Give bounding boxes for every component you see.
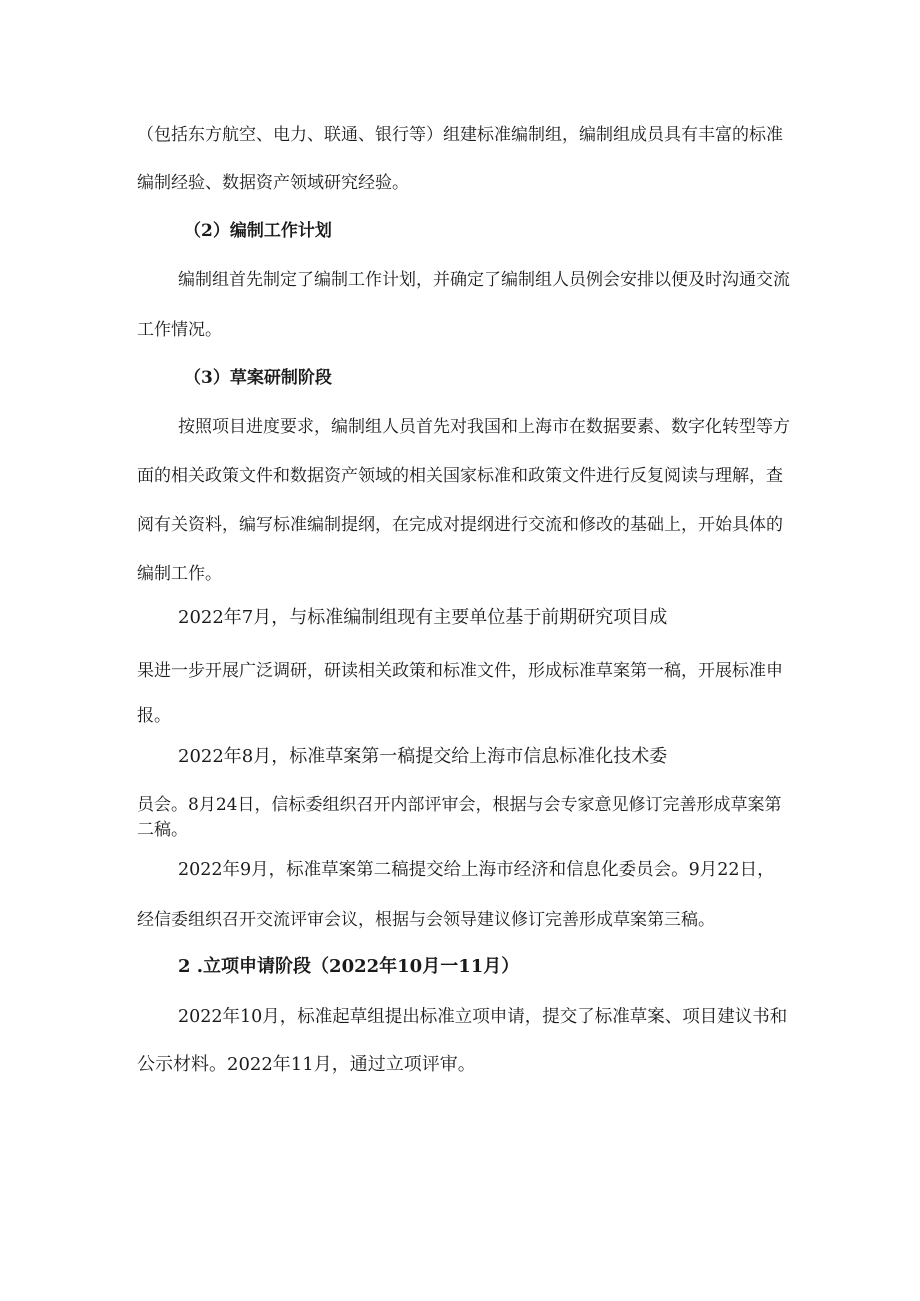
paragraph-line: 面的相关政策文件和数据资产领域的相关国家标准和政策文件进行反复阅读与理解，查 [137, 466, 783, 486]
paragraph-line: 报。 [137, 706, 171, 726]
paragraph-line: 公示材料。2022年11月，通过立项评审。 [137, 1054, 476, 1075]
section-heading-plan: （2）编制工作计划 [184, 221, 332, 241]
paragraph-line: 2022年9月，标准草案第二稿提交给上海市经济和信息化委员会。9月22日， [178, 860, 775, 880]
paragraph-line: 编制经验、数据资产领域研究经验。 [137, 173, 409, 193]
section-heading-application: 2 .立项申请阶段（2022年10月一11月） [178, 956, 520, 977]
paragraph-line: （包括东方航空、电力、联通、银行等）组建标准编制组，编制组成员具有丰富的标准 [137, 125, 783, 145]
paragraph-line: 员会。8月24日，信标委组织召开内部评审会，根据与会专家意见修订完善形成草案第 [137, 795, 782, 815]
paragraph-line: 工作情况。 [137, 320, 222, 340]
paragraph-line: 2022年10月，标准起草组提出标准立项申请，提交了标准草案、项目建议书和 [178, 1007, 788, 1027]
paragraph-line: 阅有关资料，编写标准编制提纲，在完成对提纲进行交流和修改的基础上，开始具体的 [137, 515, 783, 535]
paragraph-line: 2022年8月，标准草案第一稿提交给上海市信息标准化技术委 [178, 746, 668, 767]
paragraph-line: 果进一步开展广泛调研，研读相关政策和标准文件，形成标准草案第一稿，开展标准申 [137, 661, 783, 681]
paragraph-line: 经信委组织召开交流评审会议，根据与会领导建议修订完善形成草案第三稿。 [137, 910, 715, 930]
section-heading-draft: （3）草案研制阶段 [184, 368, 332, 388]
paragraph-line: 二稿。 [137, 820, 188, 840]
paragraph-line: 2022年7月，与标准编制组现有主要单位基于前期研究项目成 [178, 607, 668, 628]
paragraph-line: 按照项目进度要求，编制组人员首先对我国和上海市在数据要素、数字化转型等方 [178, 417, 790, 437]
paragraph-line: 编制工作。 [137, 564, 222, 584]
paragraph-line: 编制组首先制定了编制工作计划，并确定了编制组人员例会安排以便及时沟通交流 [178, 270, 790, 290]
